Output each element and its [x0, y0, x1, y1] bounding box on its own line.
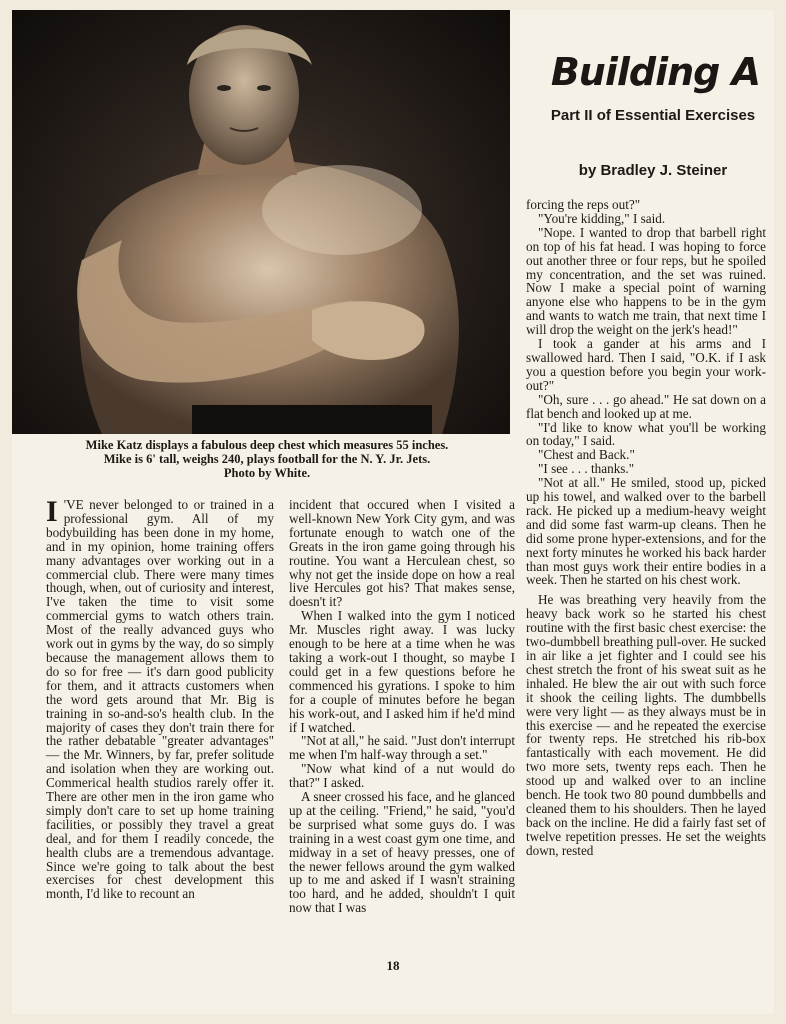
text-column-1	[46, 495, 274, 902]
magazine-page	[12, 10, 774, 1014]
paragraph: incident that occured when I visited a well-known New York City gym, and was fortunate enough to watch one of the Greats in the iron game going through his routine. You want a Herculean chest, so why not get the inside dope on how a real live Hercules got his? That makes sense, doesn't it?	[289, 497, 515, 610]
page-number: 18	[386, 958, 400, 973]
drop-cap: I	[46, 495, 58, 528]
paragraph: "Nope. I wanted to drop that barbell right on top of his fat head. I was hoping to force out another three or four reps, but he spoiled my concentration, and the set was ruined. Now I make a special point of warning anyone else who happens to be in the gym and wants to watch me train, that next time I will drop the weight on the jerk's head!"	[526, 224, 766, 338]
paragraph	[46, 495, 274, 902]
text-column-3	[526, 198, 766, 858]
caption-credit: Photo by White.	[223, 466, 311, 480]
article-byline: by Bradley J. Steiner	[578, 162, 728, 179]
paragraph: "Chest and Back."	[538, 447, 635, 463]
paragraph: "You're kidding," I said.	[538, 210, 666, 226]
paragraph-text: 'VE never belonged to or trained in a professional gym. All of my bodybuilding has been done in my home, and in my opinion, home training offers many advantages over working out in a commercial club. There were many times though, when, out of curiosity and interest, I've taken the time to visit some commercial gyms to watch others train. Most of the really advanced guys who work out in gyms by the way, do so simply because the management allows them to do so for free — it's darn good publicity for them, and it attracts customers when the word gets around that Mr. Big is training in so-and-so's health club. In the majority of cases they don't train there for the rather debatable "greater advantages" — the Mr. Winners, by far, prefer solitude and isolation when they are working out. Commerical health studios rarely offer it. There are other men in the iron game who simply don't care to set up home training facilities, or possibly they travel a great deal, and for them I readily concede, the health clubs are a tremendous advantage. Since we're going to talk about the best exercises for chest development this month, I'd like to recount an	[46, 497, 274, 902]
paragraph: "Not at all." He smiled, stood up, picked up his towel, and walked over to the barbell rack. He picked up a medium-heavy weight and did some fast warm-up cleans. Then he did some prone hyper-extensions, and for the next forty minutes he worked his back harder than most guys work their entire bodies in a week. Then he started on his chest work.	[526, 475, 766, 588]
paragraph: "Now what kind of a nut would do that?" I asked.	[289, 761, 515, 791]
paragraph: When I walked into the gym I noticed Mr. Muscles right away. I was lucky enough to be here at a time when he was taking a work-out I thought, so maybe I could get in a few questions before he commenced his gyrations. I spoke to him for a couple of minutes before he began his work-out, and I asked him if he'd mind if I watched.	[289, 608, 515, 735]
article-title: Building A	[550, 50, 760, 94]
paragraph: "I'd like to know what you'll be working on today," I said.	[526, 419, 766, 449]
paragraph: He was breathing very heavily from the heavy back work so he started his chest routine with the first basic chest exercise: the two-dumbbell breathing pull-over. He sucked in air like a jet fighter and I could see his chest stretch the front of his sweat suit as he inhaled. He blew the air out with such force it shook the ceiling lights. The dumbbells were very light — as they always must be in this exercise — and he repeated the exercise for twenty reps. He stretched his rib-box fantastically with each movement. He did two more sets, twenty reps each. Then he stood up and walked over to an incline bench. He took two 80 pound dumbbells and cleaned them to his shoulders. Then he layed back on the incline. He did a fairly fast set of twelve repetition presses. He set the weights down, rested	[526, 592, 766, 858]
caption-line: Mike is 6' tall, weighs 240, plays football for the N. Y. Jr. Jets.	[103, 452, 431, 466]
paragraph: "Oh, sure . . . go ahead." He sat down on a flat bench and looked up at me.	[526, 391, 766, 421]
athlete-photo	[12, 10, 510, 434]
paragraph: I took a gander at his arms and I swallowed hard. Then I said, "O.K. if I ask you a question before you begin your work-out?"	[526, 336, 766, 393]
photo-caption	[32, 438, 502, 480]
article-subtitle: Part II of Essential Exercises	[550, 107, 756, 124]
caption-line: Mike Katz displays a fabulous deep chest which measures 55 inches.	[85, 438, 449, 452]
paragraph: "I see . . . thanks."	[538, 461, 635, 477]
photo-illustration	[12, 10, 510, 434]
paragraph: "Not at all," he said. "Just don't interrupt me when I'm half-way through a set."	[289, 733, 515, 763]
paragraph: forcing the reps out?"	[526, 197, 641, 212]
paragraph: A sneer crossed his face, and he glanced up at the ceiling. "Friend," he said, "you'd be surprised what some guys do. I was training in a west coast gym one time, and midway in a set of heavy presses, one of the newer fellows around the gym walked up to me and asked if I wasn't straining too hard, and he added, shouldn't I quit now that I was	[289, 789, 515, 916]
text-column-2	[289, 498, 515, 915]
